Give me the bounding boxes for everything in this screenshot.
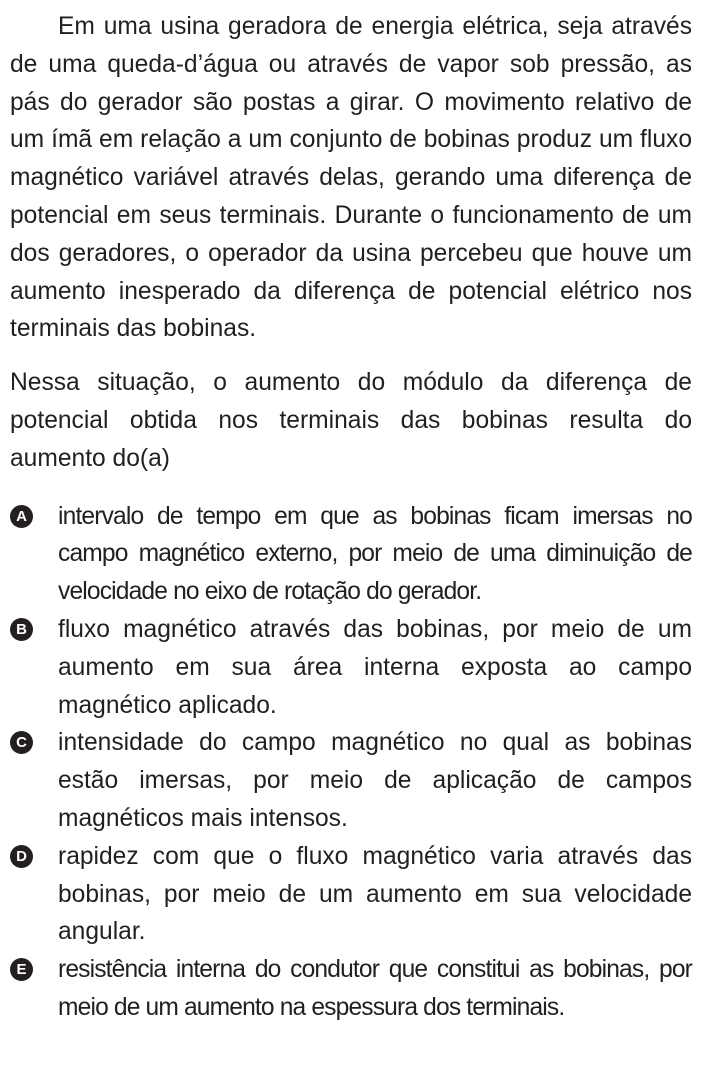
option-d-letter-badge: D [10, 845, 33, 868]
option-b[interactable] [10, 611, 692, 724]
option-e[interactable] [10, 951, 692, 1027]
option-e-letter-badge: E [10, 958, 33, 981]
option-d-text: rapidez com que o fluxo magnético varia através das bobinas, por meio de um aumento em sua velocidade angular. [58, 842, 692, 946]
option-a-letter-badge: A [10, 505, 33, 528]
option-a-text: intervalo de tempo em que as bobinas ficam imersas no campo magnético externo, por meio de uma diminuição de velocidade no eixo de rotação do gerador. [58, 502, 692, 606]
option-c-letter-badge: C [10, 731, 33, 754]
option-c[interactable] [10, 724, 692, 837]
question-stem: Nessa situação, o aumento do módulo da diferença de potencial obtida nos terminais das bobinas resulta do aumento do(a) [10, 369, 692, 472]
passage-paragraph: Em uma usina geradora de energia elétrica, seja através de uma queda-d’água ou através de vapor sob pressão, as pás do gerador são postas a girar. O movimento relativo de um ímã em relação a um conjunto de bobinas produz um fluxo magnético variável através delas, gerando uma diferença de potencial em seus terminais. Durante o funcionamento de um dos geradores, o operador da usina percebeu que houve um aumento inesperado da diferença de potencial elétrico nos terminais das bobinas. [10, 13, 692, 343]
option-a[interactable] [10, 498, 692, 611]
answer-options-list [10, 498, 692, 1027]
option-b-text: fluxo magnético através das bobinas, por meio de um aumento em sua área interna exposta ao campo magnético aplicado. [58, 615, 692, 719]
option-b-letter-badge: B [10, 618, 33, 641]
option-d[interactable] [10, 838, 692, 951]
option-e-text: resistência interna do condutor que constitui as bobinas, por meio de um aumento na espessura dos terminais. [58, 956, 692, 1021]
option-c-text: intensidade do campo magnético no qual as bobinas estão imersas, por meio de aplicação de campos magnéticos mais intensos. [58, 729, 692, 832]
